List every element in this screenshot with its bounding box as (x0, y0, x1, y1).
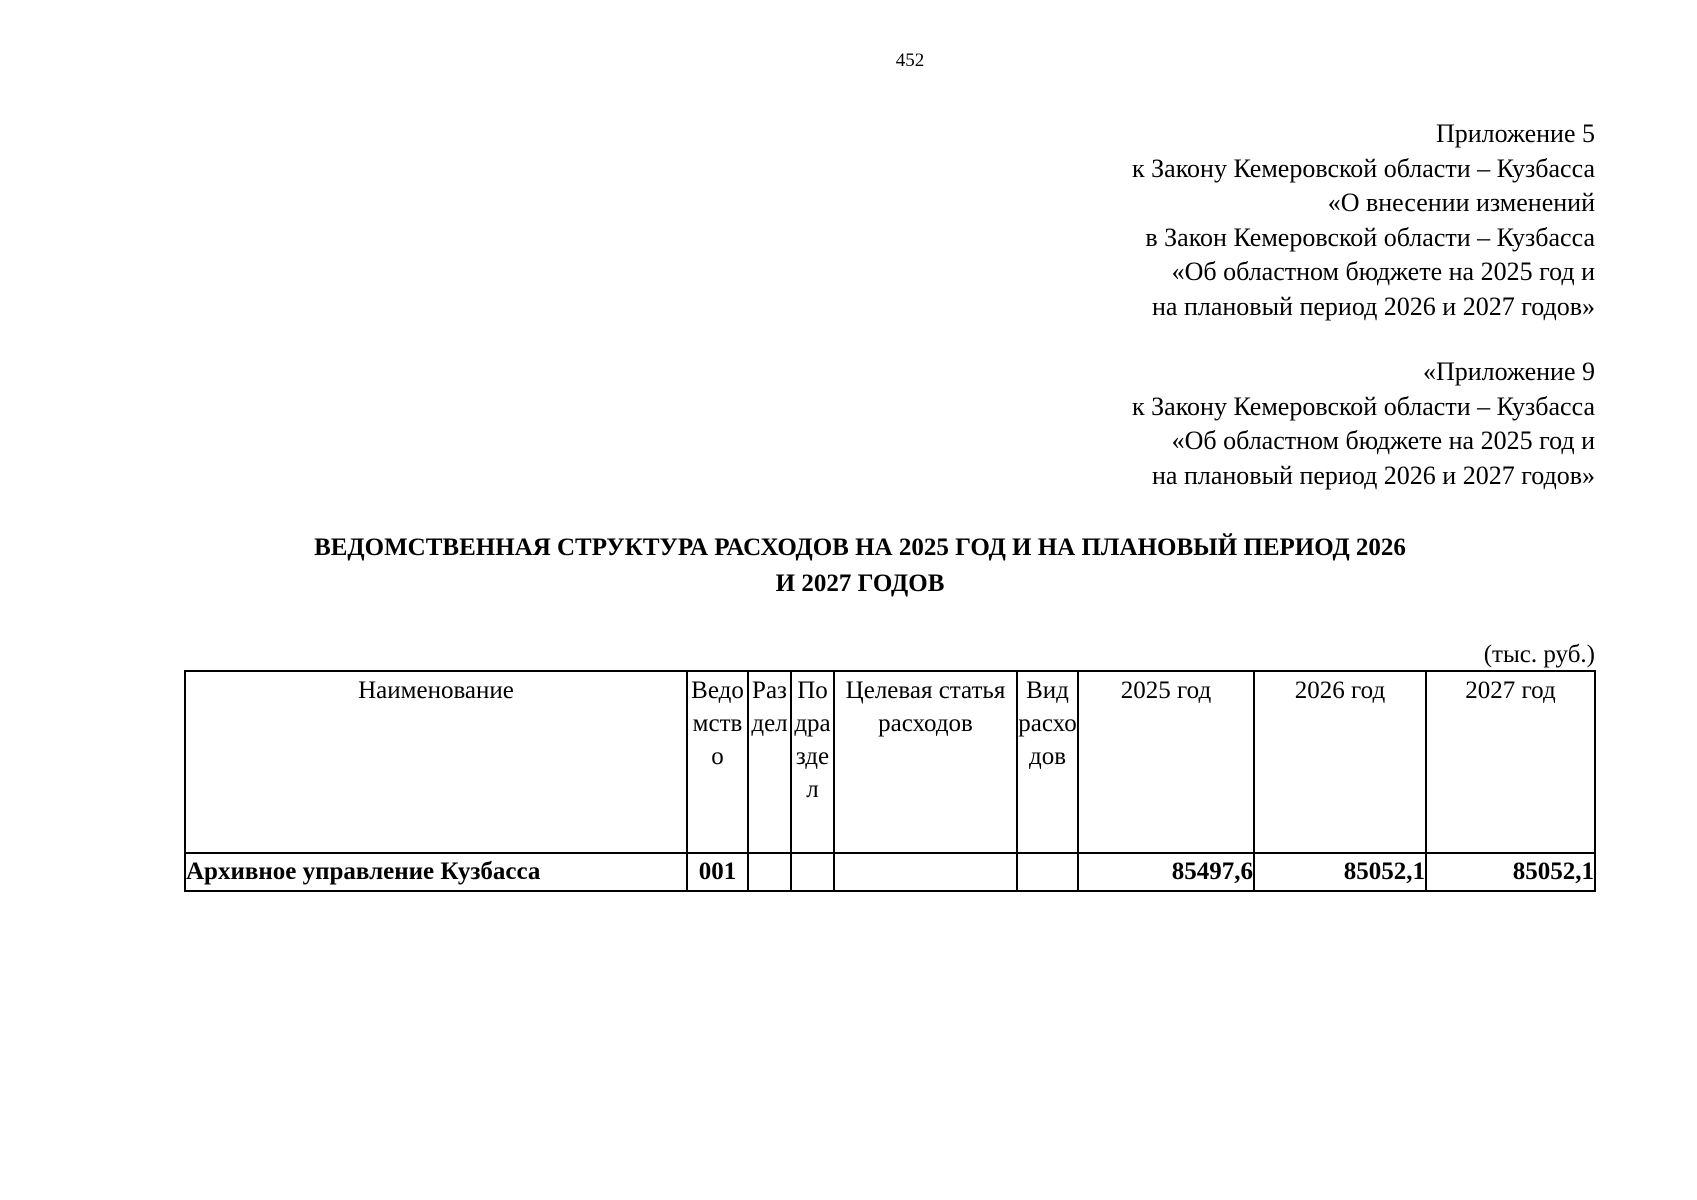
page-number: 452 (895, 50, 925, 71)
appendix-5-line: Приложение 5 (1435, 119, 1595, 148)
expense-structure-table (184, 670, 1596, 892)
header-expense-type: Вид расходов (1017, 671, 1078, 853)
appendix-5-block (1132, 117, 1595, 324)
appendix-5-line: «О внесении изменений (1327, 188, 1595, 217)
document-title-line-1: ВЕДОМСТВЕННАЯ СТРУКТУРА РАСХОДОВ НА 2025 ГОД И НА ПЛАНОВЫЙ ПЕРИОД 2026 (314, 534, 1406, 561)
appendix-5-line: на плановый период 2026 и 2027 годов» (1152, 291, 1595, 321)
header-department: Ведомство (687, 671, 748, 853)
document-title-line-2: И 2027 ГОДОВ (775, 570, 945, 597)
appendix-5-line: в Закон Кемеровской области – Кузбасса (1145, 222, 1595, 252)
cell-department: 001 (687, 853, 748, 891)
appendix-9-line: «Приложение 9 (1422, 357, 1595, 386)
header-subsection: Подраздел (791, 671, 834, 853)
appendix-9-block (1132, 355, 1595, 493)
table-row (185, 853, 1595, 891)
header-target-article: Целевая статья расходов (834, 671, 1017, 853)
table-header-row (185, 671, 1595, 853)
appendix-5-line: к Закону Кемеровской области – Кузбасса (1132, 153, 1595, 183)
cell-subsection (791, 853, 834, 891)
cell-target-article (834, 853, 1017, 891)
cell-name: Архивное управление Кузбасса (185, 853, 687, 891)
cell-2027: 85052,1 (1426, 853, 1595, 891)
cell-2026: 85052,1 (1254, 853, 1426, 891)
units-label: (тыс. руб.) (1483, 641, 1595, 668)
appendix-9-line: к Закону Кемеровской области – Кузбасса (1132, 391, 1595, 421)
cell-2025: 85497,6 (1078, 853, 1254, 891)
document-title (250, 530, 1470, 602)
cell-section (748, 853, 791, 891)
header-2027: 2027 год (1426, 671, 1595, 853)
cell-expense-type (1017, 853, 1078, 891)
header-2026: 2026 год (1254, 671, 1426, 853)
header-2025: 2025 год (1078, 671, 1254, 853)
appendix-9-line: на плановый период 2026 и 2027 годов» (1152, 460, 1595, 490)
header-section: Раздел (748, 671, 791, 853)
appendix-5-line: «Об областном бюджете на 2025 год и (1171, 257, 1595, 286)
header-name: Наименование (185, 671, 687, 853)
appendix-9-line: «Об областном бюджете на 2025 год и (1171, 426, 1595, 455)
